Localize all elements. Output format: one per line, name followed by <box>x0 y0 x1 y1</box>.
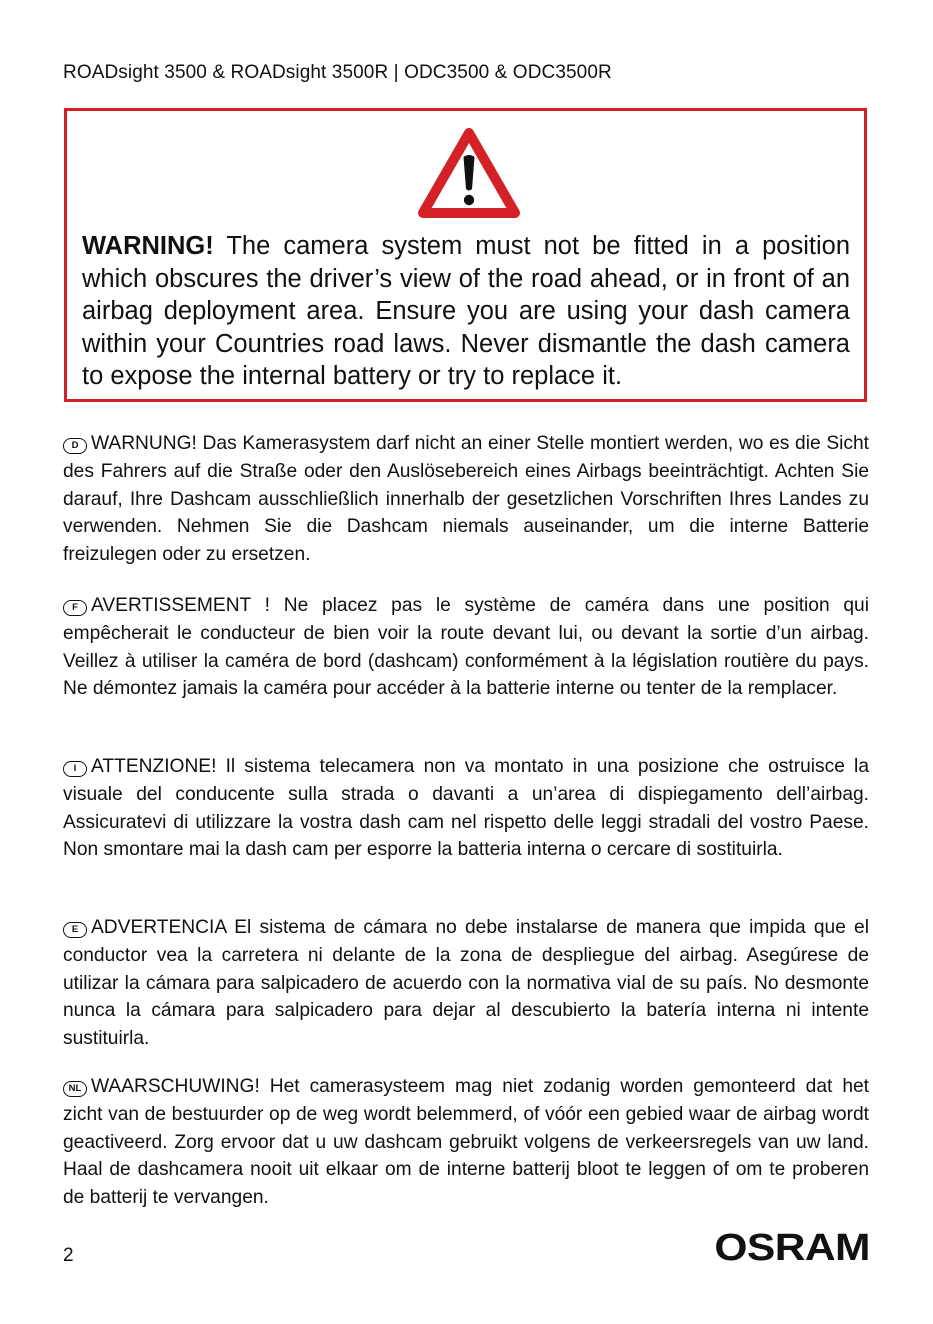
language-block-es <box>63 914 869 1053</box>
language-text-it: ATTENZIONE! Il sistema telecamera non va montato in una posizione che ostruisce la visuale del conducente sulla strada o davanti a un’area di dispiegamento dell’airbag. Assicuratevi di utilizzare la vostra dash cam nel rispetto delle leggi stradali del vostro Paese. Non smontare mai la dash cam per esporre la batteria interna o cercare di sostituirla. <box>63 756 869 861</box>
language-badge-es: E <box>63 922 87 938</box>
language-block-it <box>63 753 869 864</box>
language-badge-nl: NL <box>63 1081 87 1097</box>
warning-label: WARNING! <box>82 232 214 260</box>
language-text-nl: WAARSCHUWING! Het camerasysteem mag niet zodanig worden gemonteerd dat het zicht van de bestuurder op de weg wordt belemmerd, of vóór een gebied waar de airbag wordt geactiveerd. Zorg ervoor dat u uw dashcam gebruikt volgens de verkeersregels van uw land. Haal de dashcamera nooit uit elkaar om de interne batterij bloot te leggen of om te proberen de batterij te vervangen. <box>63 1076 869 1209</box>
language-text-de: WARNUNG! Das Kamerasystem darf nicht an einer Stelle montiert werden, wo es die Sicht des Fahrers auf die Straße oder den Auslösebereich eines Airbags beeinträchtigt. Achten Sie darauf, Ihre Dashcam ausschließlich innerhalb der gesetzlichen Vorschriften Ihres Landes zu verwenden. Nehmen Sie die Dashcam niemals auseinander, um die interne Batterie freizulegen oder zu ersetzen. <box>63 433 869 566</box>
language-badge-it: I <box>63 761 87 777</box>
language-block-de <box>63 430 869 569</box>
warning-text <box>82 230 850 393</box>
page-number: 2 <box>63 1245 74 1266</box>
language-block-fr <box>63 592 869 703</box>
brand-logo: OSRAM <box>714 1227 870 1269</box>
language-badge-de: D <box>63 438 87 454</box>
warning-triangle-icon <box>417 127 521 219</box>
language-block-nl <box>63 1073 869 1212</box>
language-text-fr: AVERTISSEMENT ! Ne placez pas le système de caméra dans une position qui empêcherait le conducteur de bien voir la route devant lui, ou devant la sortie d’un airbag. Veillez à utiliser la caméra de bord (dashcam) conformément à la législation routière du pays. Ne démontez jamais la caméra pour accéder à la batterie interne ou tenter de la remplacer. <box>63 595 869 700</box>
page-header: ROADsight 3500 & ROADsight 3500R | ODC3500 & ODC3500R <box>63 62 612 83</box>
warning-body: The camera system must not be fitted in a position which obscures the driver’s view of the road ahead, or in front of an airbag deployment area. Ensure you are using your dash camera within your Countries road laws. Never dismantle the dash camera to expose the internal battery or try to replace it. <box>82 232 850 390</box>
warning-box <box>64 108 867 402</box>
language-badge-fr: F <box>63 600 87 616</box>
language-text-es: ADVERTENCIA El sistema de cámara no debe instalarse de manera que impida que el conductor vea la carretera ni delante de la zona de despliegue del airbag. Asegúrese de utilizar la cámara para salpicadero de acuerdo con la normativa vial de su país. No desmonte nunca la cámara para salpicadero para dejar al descubierto la batería interna ni intente sustituirla. <box>63 917 869 1050</box>
